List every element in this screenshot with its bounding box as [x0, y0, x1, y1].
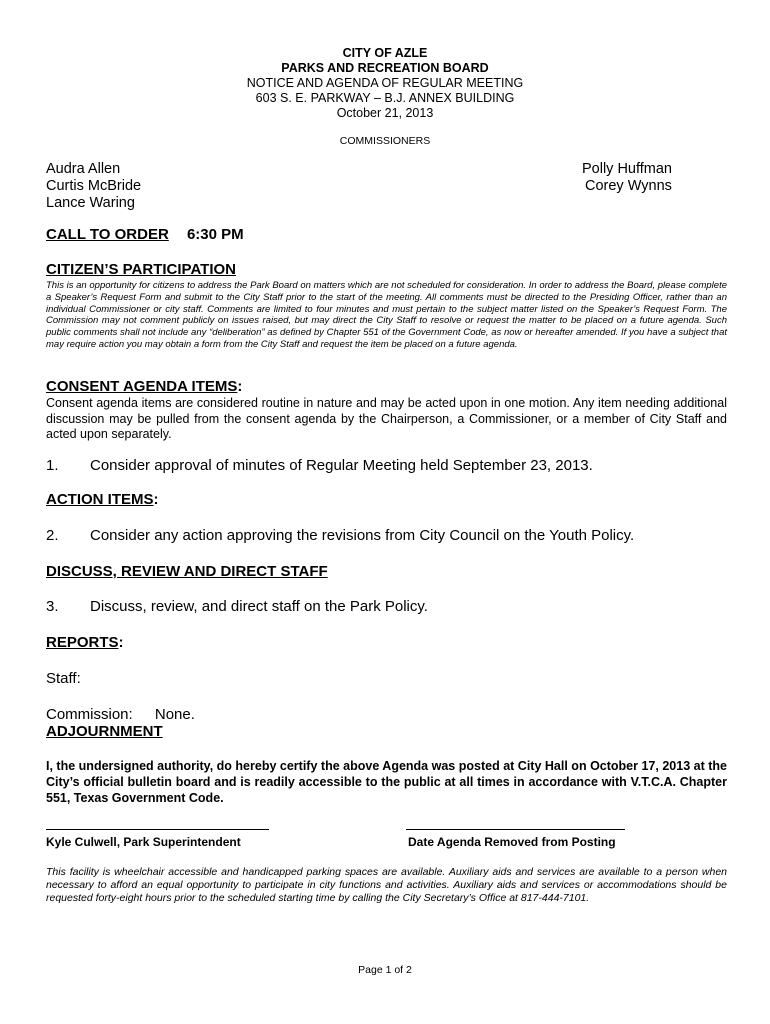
commissioner-name: Curtis McBride — [46, 178, 142, 194]
adjournment-heading: ADJOURNMENT — [46, 723, 163, 740]
reports-commission-value: None. — [154, 706, 195, 723]
board-title: PARKS AND RECREATION BOARD — [281, 61, 489, 75]
agenda-item-number: 2. — [46, 527, 59, 544]
call-to-order — [46, 226, 244, 243]
commissioner-name: Polly Huffman — [582, 161, 672, 177]
commissioner-name: Audra Allen — [46, 161, 121, 177]
meeting-date: October 21, 2013 — [336, 106, 434, 120]
signature-line-superintendent — [46, 829, 269, 830]
discuss-heading: DISCUSS, REVIEW AND DIRECT STAFF — [46, 563, 328, 580]
reports-heading-row — [46, 634, 124, 651]
call-to-order-label: CALL TO ORDER — [46, 226, 169, 243]
signature-label-superintendent: Kyle Culwell, Park Superintendent — [46, 835, 241, 849]
reports-staff: Staff: — [46, 670, 81, 687]
reports-heading: REPORTS — [46, 634, 119, 651]
commissioner-name: Lance Waring — [46, 195, 135, 211]
signature-label-removal-date: Date Agenda Removed from Posting — [408, 835, 616, 849]
accessibility-notice: This facility is wheelchair accessible and handicapped parking spaces are available. Auxiliary aids and services are available to a person when necessary to afford an equal opportunity to participate in city functions and activities. Auxiliary aids and services or accommodations should be requested forty-eight hours prior to the scheduled starting time by calling the City Secretary’s Office at 817-444-7101. — [46, 866, 727, 904]
reports-colon: : — [118, 634, 124, 651]
agenda-item-text: Consider any action approving the revisions from City Council on the Youth Policy. — [90, 527, 635, 544]
agenda-item-1 — [46, 457, 593, 474]
reports-commission-label: Commission: — [46, 706, 133, 723]
meeting-location: 603 S. E. PARKWAY – B.J. ANNEX BUILDING — [255, 91, 515, 105]
citizens-participation-text: This is an opportunity for citizens to address the Park Board on matters which are not scheduled for consideration. In order to address the Board, please complete a Speaker’s Request Form and submit to the City Staff prior to the start of the meeting. All comments must be directed to the Presiding Officer, rather than an individual Commissioner or city staff. Comments are limited to four minutes and must pertain to the subject matter listed on the Speaker’s Request Form. The Commission may not comment publicly on issues raised, but may direct the City Staff to resolve or request the matter to be placed on a future agenda. Such public comments shall not include any “deliberation” as defined by Chapter 551 of the Government Code, as now or hereafter amended. If you have a subject that may require action you may obtain a form from the City Staff and request the item be placed on a future agenda. — [46, 280, 727, 350]
consent-agenda-text: Consent agenda items are considered routine in nature and may be acted upon in one motion. Any item needing additional discussion may be pulled from the consent agenda by the Chairperson, a Commissioner, or a member of City Staff and acted upon separately. — [46, 396, 727, 441]
reports-commission — [46, 706, 195, 723]
agenda-item-text: Consider approval of minutes of Regular Meeting held September 23, 2013. — [90, 457, 593, 474]
agenda-item-text: Discuss, review, and direct staff on the Park Policy. — [90, 598, 428, 615]
agenda-item-number: 3. — [46, 598, 59, 615]
action-items-heading: ACTION ITEMS — [46, 491, 154, 508]
citizens-participation-heading: CITIZEN’S PARTICIPATION — [46, 261, 236, 278]
certification-text: I, the undersigned authority, do hereby certify the above Agenda was posted at City Hall on October 17, 2013 at the City’s official bulletin board and is readily accessible to the public at all times in accordance with V.T.C.A. Chapter 551, Texas Government Code. — [46, 759, 727, 805]
agenda-item-3 — [46, 598, 428, 615]
action-items-heading-row — [46, 491, 159, 508]
action-items-colon: : — [153, 491, 159, 508]
notice-title: NOTICE AND AGENDA OF REGULAR MEETING — [246, 76, 524, 90]
commissioners-heading: COMMISSIONERS — [339, 135, 431, 147]
city-title: CITY OF AZLE — [342, 46, 428, 60]
consent-agenda-heading: CONSENT AGENDA ITEMS — [46, 378, 238, 395]
agenda-item-number: 1. — [46, 457, 59, 474]
consent-agenda-heading-row — [46, 378, 242, 395]
consent-agenda-colon: : — [237, 378, 243, 395]
agenda-item-2 — [46, 527, 634, 544]
commissioner-name: Corey Wynns — [585, 178, 672, 194]
call-to-order-time: 6:30 PM — [186, 226, 244, 243]
page-number: Page 1 of 2 — [358, 964, 412, 976]
signature-line-removal-date — [406, 829, 625, 830]
